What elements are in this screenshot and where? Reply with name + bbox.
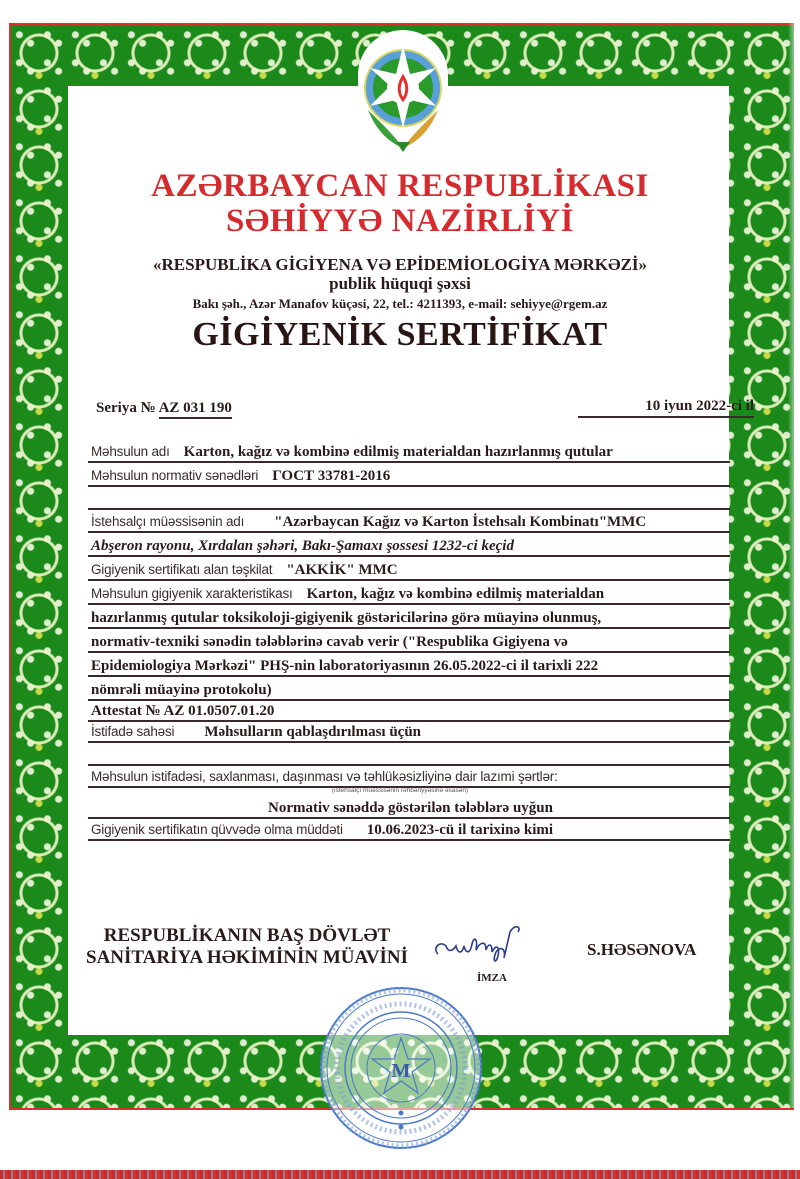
field-value: Karton, kağız və kombinə edilmiş materialdan	[306, 586, 605, 602]
field-manufacturer	[88, 513, 730, 533]
hygienic-characteristics-line: nömrəli müayinə protokolu)	[88, 681, 730, 701]
field-label: Məhsulun istifadəsi, saxlanması, daşınması və təhlükəsizliyinə dair lazımi şərtlər:	[91, 769, 558, 784]
legal-status: publik hüquqi şəxsi	[329, 274, 471, 293]
field-value: ГОСТ 33781-2016	[272, 468, 391, 484]
hygienic-characteristics-line: hazırlanmış qutular toksikoloji-gigiyenik göstəricilərinə görə müayinə olunmuş,	[88, 609, 730, 629]
field-label: İstehsalçı müəssisənin adı	[91, 514, 245, 529]
issue-date: 10 iyun 2022-ci il	[578, 398, 754, 418]
organization-name: «RESPUBLİKA GİGİYENA VƏ EPİDEMİOLOGİYA MƏRKƏZİ»	[153, 255, 647, 274]
field-normative-docs	[88, 467, 730, 487]
field-label: İstifadə sahəsi	[91, 724, 175, 739]
field-blank	[88, 490, 730, 510]
field-label: Məhsulun gigiyenik xarakteristikası	[91, 586, 293, 601]
signatory-position	[62, 925, 432, 969]
field-label: Məhsulun adı	[91, 444, 170, 459]
field-conditions	[88, 768, 730, 788]
handwritten-signature	[430, 918, 530, 968]
country-title: AZƏRBAYCAN RESPUBLİKASI	[151, 168, 649, 204]
field-value: Karton, kağız və kombinə edilmiş materialdan hazırlanmış qutular	[183, 444, 613, 460]
conditions-note: (istehsalçı müəssisənin rəhbəriyyəsinə əsasən)	[331, 787, 469, 794]
hygienic-characteristics-line: Epidemiologiya Mərkəzi" PHŞ-nin laboratoriyasının 26.05.2022-ci il tarixli 222	[88, 657, 730, 677]
field-product-name	[88, 443, 730, 463]
official-stamp-icon	[318, 985, 484, 1151]
field-hygienic-characteristics	[88, 585, 730, 605]
field-label: Gigiyenik sertifikatın qüvvədə olma müddəti	[91, 822, 343, 837]
position-line-1: RESPUBLİKANIN BAŞ DÖVLƏT	[103, 925, 391, 946]
svg-text:M: M	[391, 1060, 411, 1082]
signature-label: İMZA	[477, 972, 507, 984]
field-blank	[88, 746, 730, 766]
series-number	[96, 400, 232, 417]
field-value: Məhsulların qablaşdırılması üçün	[204, 724, 422, 740]
signer-name: S.HƏSƏNOVA	[587, 940, 697, 959]
field-label: Gigiyenik sertifikatı alan təşkilat	[91, 562, 273, 577]
ministry-title: SƏHİYYƏ NAZİRLİYİ	[226, 203, 574, 239]
document-title: GİGİYENİK SERTİFİKAT	[192, 316, 608, 353]
field-recipient	[88, 561, 730, 581]
hygienic-characteristics-line: normativ-texniki sənədin tələblərinə cavab verir ("Respublika Gigiyena və	[88, 633, 730, 653]
position-line-2: SANİTARİYA HƏKİMİNİN MÜAVİNİ	[86, 947, 408, 968]
field-value: "AKKİK" MMC	[286, 562, 398, 578]
field-validity	[88, 821, 730, 841]
field-value: 10.06.2023-cü il tarixinə kimi	[366, 822, 554, 838]
field-label: Məhsulun normativ sənədləri	[91, 468, 259, 483]
scan-bottom-strip	[0, 1170, 800, 1179]
field-attestat: Attestat № AZ 01.0507.01.20	[88, 702, 730, 722]
national-emblem-icon	[358, 30, 448, 160]
series-label: Seriya №	[96, 400, 156, 416]
organization-address: Bakı şəh., Azər Manafov küçəsi, 22, tel.: 4211393, e-mail: sehiyye@rgem.az	[192, 296, 608, 311]
conditions-value: Normativ sənəddə göstərilən tələblərə uyğun	[88, 799, 730, 819]
field-manufacturer-address: Abşeron rayonu, Xırdalan şəhəri, Bakı-Şamaxı şossesi 1232-ci keçid	[88, 537, 730, 557]
field-value: "Azərbaycan Kağız və Karton İstehsalı Kombinatı"MMC	[274, 514, 647, 530]
series-value: AZ 031 190	[159, 400, 232, 419]
field-usage-area	[88, 723, 730, 743]
